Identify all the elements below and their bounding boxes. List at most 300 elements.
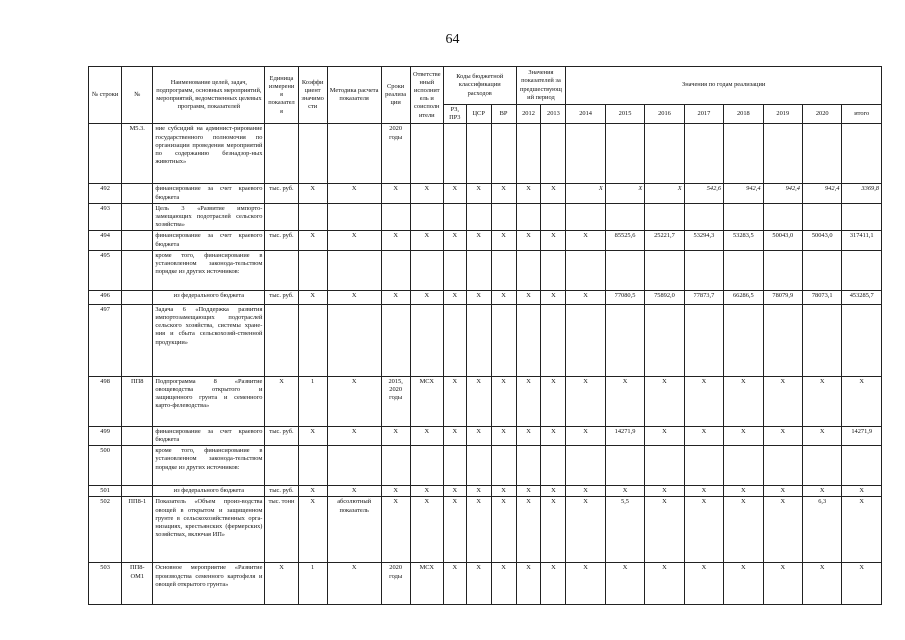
row-coefficient-cell <box>298 203 327 231</box>
row-total-cell: Х <box>842 376 882 426</box>
row-executor-cell: МСХ <box>410 563 443 605</box>
row-total-cell: Х <box>842 486 882 497</box>
row-unit-cell <box>265 250 298 290</box>
row-2017-cell <box>684 446 723 486</box>
row-2012-cell: Х <box>516 426 541 445</box>
row-2017-cell: 77873,7 <box>684 290 723 304</box>
table-row <box>89 290 882 304</box>
row-coefficient-cell: Х <box>298 426 327 445</box>
row-unit-cell <box>265 203 298 231</box>
row-executor-cell: Х <box>410 290 443 304</box>
header-rz: РЗ, ПР3 <box>443 105 466 124</box>
row-csr-cell: Х <box>466 563 491 605</box>
row-2013-cell: Х <box>541 486 566 497</box>
row-vr-cell: Х <box>491 426 516 445</box>
row-2017-cell: 542,6 <box>684 184 723 203</box>
row-2019-cell: Х <box>763 563 802 605</box>
row-name-cell: финансирование за счет краевого бюджета <box>153 184 265 203</box>
row-name-cell: финансирование за счет краевого бюджета <box>153 231 265 250</box>
header-year-2013: 2013 <box>541 105 566 124</box>
row-csr-cell: Х <box>466 486 491 497</box>
row-2013-cell: Х <box>541 426 566 445</box>
row-executor-cell: Х <box>410 231 443 250</box>
row-2015-cell <box>605 124 644 184</box>
row-rz-cell: Х <box>443 486 466 497</box>
row-coefficient-cell <box>298 446 327 486</box>
row-name-cell: финансирование за счет краевого бюджета <box>153 426 265 445</box>
row-2013-cell: Х <box>541 376 566 426</box>
row-2018-cell: Х <box>724 497 763 563</box>
row-2012-cell <box>516 203 541 231</box>
row-rz-cell <box>443 446 466 486</box>
table-row <box>89 231 882 250</box>
row-2017-cell: Х <box>684 486 723 497</box>
row-2015-cell <box>605 203 644 231</box>
row-2015-cell: 85525,6 <box>605 231 644 250</box>
row-2013-cell <box>541 446 566 486</box>
row-number-cell: 498 <box>89 376 122 426</box>
table-row <box>89 124 882 184</box>
table-row <box>89 304 882 376</box>
row-method-cell: Х <box>327 184 381 203</box>
row-coefficient-cell: Х <box>298 231 327 250</box>
row-method-cell <box>327 203 381 231</box>
header-coefficient: Коэффициент значимости <box>298 67 327 124</box>
row-code-cell <box>122 446 153 486</box>
row-csr-cell: Х <box>466 376 491 426</box>
row-name-cell: Основное мероприятие «Развитие производства семенного картофеля и овощей открытого грунта» <box>153 563 265 605</box>
row-coefficient-cell <box>298 304 327 376</box>
row-terms-cell <box>381 304 410 376</box>
row-unit-cell <box>265 304 298 376</box>
row-executor-cell <box>410 446 443 486</box>
row-2015-cell <box>605 304 644 376</box>
row-code-cell <box>122 231 153 250</box>
row-2013-cell: Х <box>541 184 566 203</box>
row-code-cell <box>122 426 153 445</box>
row-total-cell: Х <box>842 563 882 605</box>
header-year-2015: 2015 <box>605 105 644 124</box>
row-unit-cell: тыс. руб. <box>265 426 298 445</box>
row-total-cell <box>842 446 882 486</box>
row-2017-cell <box>684 304 723 376</box>
table-row <box>89 250 882 290</box>
row-2012-cell <box>516 250 541 290</box>
row-2015-cell: Х <box>605 376 644 426</box>
row-code-cell: ПП8-ОМ1 <box>122 563 153 605</box>
row-terms-cell: Х <box>381 290 410 304</box>
row-terms-cell: Х <box>381 231 410 250</box>
row-name-cell: кроме того, финансирование в установленном законода-тельством порядке из других источников: <box>153 446 265 486</box>
row-2019-cell <box>763 446 802 486</box>
row-2019-cell <box>763 304 802 376</box>
row-2018-cell: 942,4 <box>724 184 763 203</box>
table-row <box>89 184 882 203</box>
row-vr-cell: Х <box>491 497 516 563</box>
row-method-cell <box>327 124 381 184</box>
row-2014-cell <box>566 446 605 486</box>
row-2016-cell: Х <box>645 376 684 426</box>
row-2016-cell: Х <box>645 486 684 497</box>
row-2018-cell: Х <box>724 486 763 497</box>
row-method-cell <box>327 446 381 486</box>
header-unit: Единица измерения показателя <box>265 67 298 124</box>
row-2013-cell <box>541 250 566 290</box>
row-2014-cell: Х <box>566 563 605 605</box>
row-terms-cell <box>381 203 410 231</box>
row-csr-cell: Х <box>466 184 491 203</box>
row-2018-cell: Х <box>724 563 763 605</box>
row-2012-cell: Х <box>516 231 541 250</box>
row-executor-cell <box>410 203 443 231</box>
header-previous-values: Значения показателей за предшествующий период <box>516 67 566 105</box>
row-2019-cell <box>763 203 802 231</box>
header-year-values: Значения по годам реализации <box>566 67 882 105</box>
row-code-cell: ПП8 <box>122 376 153 426</box>
row-2018-cell <box>724 203 763 231</box>
row-total-cell: 14271,9 <box>842 426 882 445</box>
row-2013-cell: Х <box>541 231 566 250</box>
row-2015-cell <box>605 446 644 486</box>
header-year-2018: 2018 <box>724 105 763 124</box>
row-code-cell: ПП8-1 <box>122 497 153 563</box>
row-csr-cell <box>466 203 491 231</box>
row-2016-cell: 75892,0 <box>645 290 684 304</box>
table-header <box>89 67 882 124</box>
header-terms: Сроки реализации <box>381 67 410 124</box>
row-2018-cell: Х <box>724 376 763 426</box>
row-terms-cell: Х <box>381 184 410 203</box>
row-rz-cell <box>443 203 466 231</box>
row-method-cell: Х <box>327 426 381 445</box>
row-2020-cell: 942,4 <box>802 184 841 203</box>
row-executor-cell: МСХ <box>410 376 443 426</box>
row-total-cell: 317411,1 <box>842 231 882 250</box>
row-2017-cell: Х <box>684 497 723 563</box>
row-2020-cell <box>802 304 841 376</box>
row-unit-cell: Х <box>265 376 298 426</box>
row-2017-cell: Х <box>684 376 723 426</box>
row-2018-cell <box>724 124 763 184</box>
row-2013-cell: Х <box>541 290 566 304</box>
row-2016-cell: Х <box>645 497 684 563</box>
row-method-cell <box>327 304 381 376</box>
row-terms-cell: Х <box>381 426 410 445</box>
row-2019-cell: Х <box>763 376 802 426</box>
row-rz-cell <box>443 304 466 376</box>
row-2012-cell <box>516 304 541 376</box>
row-2014-cell: Х <box>566 376 605 426</box>
row-rz-cell: Х <box>443 290 466 304</box>
table-row <box>89 563 882 605</box>
row-coefficient-cell: Х <box>298 290 327 304</box>
row-vr-cell: Х <box>491 184 516 203</box>
row-vr-cell: Х <box>491 563 516 605</box>
row-csr-cell: Х <box>466 497 491 563</box>
row-name-cell: Подпрограмма 8 «Развитие овощеводства открытого и защищенного грунта и семенного карто-фелеводства» <box>153 376 265 426</box>
table-body <box>89 124 882 605</box>
row-2016-cell: Х <box>645 184 684 203</box>
row-rz-cell <box>443 250 466 290</box>
row-terms-cell <box>381 446 410 486</box>
header-csr: ЦСР <box>466 105 491 124</box>
header-year-2014: 2014 <box>566 105 605 124</box>
row-terms-cell: 2020 годы <box>381 563 410 605</box>
row-terms-cell: Х <box>381 486 410 497</box>
row-name-cell: Показатель «Объем произ-водства овощей в открытом и защищенном грунте в сельскохозяйственных орга-низациях, крестьянских (фермерских) хозяйствах, включая ИП» <box>153 497 265 563</box>
row-2015-cell: 77080,5 <box>605 290 644 304</box>
row-2013-cell <box>541 124 566 184</box>
program-indicators-table <box>88 66 882 605</box>
row-2014-cell: Х <box>566 184 605 203</box>
row-2013-cell: Х <box>541 497 566 563</box>
row-2015-cell <box>605 250 644 290</box>
row-executor-cell: Х <box>410 486 443 497</box>
row-2012-cell: Х <box>516 184 541 203</box>
row-2012-cell <box>516 124 541 184</box>
row-2020-cell <box>802 203 841 231</box>
row-number-cell: 493 <box>89 203 122 231</box>
row-2018-cell: 53283,5 <box>724 231 763 250</box>
row-2020-cell <box>802 446 841 486</box>
row-2019-cell: 942,4 <box>763 184 802 203</box>
row-total-cell <box>842 203 882 231</box>
row-2020-cell: 78073,1 <box>802 290 841 304</box>
row-2020-cell <box>802 250 841 290</box>
row-method-cell: Х <box>327 376 381 426</box>
table-row <box>89 203 882 231</box>
row-2014-cell <box>566 203 605 231</box>
row-2018-cell <box>724 446 763 486</box>
row-vr-cell <box>491 304 516 376</box>
row-csr-cell <box>466 446 491 486</box>
row-2020-cell <box>802 124 841 184</box>
row-name-cell: кроме того, финансирование в установленном законода-тельством порядке из других источников: <box>153 250 265 290</box>
row-terms-cell: 2015, 2020 годы <box>381 376 410 426</box>
row-2016-cell: Х <box>645 426 684 445</box>
row-csr-cell <box>466 250 491 290</box>
row-executor-cell: Х <box>410 497 443 563</box>
header-year-2012: 2012 <box>516 105 541 124</box>
row-2020-cell: Х <box>802 563 841 605</box>
row-method-cell <box>327 250 381 290</box>
row-2012-cell: Х <box>516 563 541 605</box>
header-year-2017: 2017 <box>684 105 723 124</box>
row-number-cell: 501 <box>89 486 122 497</box>
row-number-cell: 495 <box>89 250 122 290</box>
row-2012-cell: Х <box>516 486 541 497</box>
row-csr-cell: Х <box>466 231 491 250</box>
row-2017-cell: Х <box>684 426 723 445</box>
row-unit-cell: тыс. руб. <box>265 486 298 497</box>
row-2014-cell <box>566 250 605 290</box>
row-total-cell <box>842 124 882 184</box>
table-row <box>89 376 882 426</box>
row-vr-cell <box>491 250 516 290</box>
row-name-cell: Цель 3 «Развитие импорто-замещающих подотраслей сельского хозяйства» <box>153 203 265 231</box>
row-total-cell: Х <box>842 497 882 563</box>
row-rz-cell: Х <box>443 563 466 605</box>
row-code-cell <box>122 184 153 203</box>
row-method-cell: Х <box>327 486 381 497</box>
row-name-cell: ние субсидий на админист-рирование государственного полномочия по организации проведения мероприятий по содержанию безнадзор-ных животных» <box>153 124 265 184</box>
header-year-2019: 2019 <box>763 105 802 124</box>
row-2019-cell: 78079,9 <box>763 290 802 304</box>
row-executor-cell <box>410 250 443 290</box>
row-method-cell: абсолютный показатель <box>327 497 381 563</box>
row-total-cell <box>842 304 882 376</box>
row-2015-cell: Х <box>605 563 644 605</box>
row-2015-cell: Х <box>605 486 644 497</box>
row-2016-cell <box>645 124 684 184</box>
row-2012-cell <box>516 446 541 486</box>
row-executor-cell: Х <box>410 426 443 445</box>
row-vr-cell: Х <box>491 231 516 250</box>
row-unit-cell <box>265 446 298 486</box>
row-coefficient-cell: 1 <box>298 376 327 426</box>
row-2017-cell: 53294,3 <box>684 231 723 250</box>
row-method-cell: Х <box>327 563 381 605</box>
header-row-number: № строки <box>89 67 122 124</box>
page-number: 64 <box>445 32 460 47</box>
row-vr-cell <box>491 124 516 184</box>
row-method-cell: Х <box>327 231 381 250</box>
row-2012-cell: Х <box>516 290 541 304</box>
row-2014-cell: Х <box>566 231 605 250</box>
row-csr-cell <box>466 304 491 376</box>
row-code-cell <box>122 486 153 497</box>
row-2013-cell: Х <box>541 563 566 605</box>
row-code-cell <box>122 290 153 304</box>
table-row <box>89 446 882 486</box>
row-2015-cell: 5,5 <box>605 497 644 563</box>
header-budget-codes: Коды бюджетной классификации расходов <box>443 67 516 105</box>
row-number-cell <box>89 124 122 184</box>
row-unit-cell: Х <box>265 563 298 605</box>
row-2014-cell <box>566 124 605 184</box>
row-terms-cell: 2020 годы <box>381 124 410 184</box>
row-2019-cell <box>763 250 802 290</box>
row-2016-cell: 25221,7 <box>645 231 684 250</box>
row-code-cell <box>122 304 153 376</box>
row-number-cell: 492 <box>89 184 122 203</box>
row-vr-cell: Х <box>491 376 516 426</box>
row-2018-cell: 66286,5 <box>724 290 763 304</box>
row-method-cell: Х <box>327 290 381 304</box>
header-method: Методика расчета показателя <box>327 67 381 124</box>
row-2020-cell: 6,3 <box>802 497 841 563</box>
row-csr-cell: Х <box>466 426 491 445</box>
row-2015-cell: Х <box>605 184 644 203</box>
row-2019-cell: Х <box>763 497 802 563</box>
row-2012-cell: Х <box>516 376 541 426</box>
row-2017-cell <box>684 250 723 290</box>
row-rz-cell: Х <box>443 231 466 250</box>
row-number-cell: 502 <box>89 497 122 563</box>
row-2019-cell: 50043,0 <box>763 231 802 250</box>
row-unit-cell: тыс. тонн <box>265 497 298 563</box>
row-2017-cell <box>684 203 723 231</box>
row-2017-cell: Х <box>684 563 723 605</box>
row-rz-cell: Х <box>443 426 466 445</box>
row-2019-cell: Х <box>763 486 802 497</box>
row-name-cell: из федерального бюджета <box>153 290 265 304</box>
row-csr-cell <box>466 124 491 184</box>
row-name-cell: Задача 6 «Поддержка развития импортозамещающих подотраслей сельского хозяйства, системы хране-ния и сбыта сельскохозяй-ственной продукции» <box>153 304 265 376</box>
row-number-cell: 499 <box>89 426 122 445</box>
row-2014-cell <box>566 304 605 376</box>
row-total-cell <box>842 250 882 290</box>
row-vr-cell <box>491 203 516 231</box>
row-rz-cell: Х <box>443 376 466 426</box>
row-2019-cell: Х <box>763 426 802 445</box>
row-2013-cell <box>541 203 566 231</box>
row-2019-cell <box>763 124 802 184</box>
row-rz-cell <box>443 124 466 184</box>
row-coefficient-cell: 1 <box>298 563 327 605</box>
header-total: итого <box>842 105 882 124</box>
row-executor-cell <box>410 304 443 376</box>
header-vr: ВР <box>491 105 516 124</box>
row-code-cell: М5.3. <box>122 124 153 184</box>
row-name-cell: из федерального бюджета <box>153 486 265 497</box>
row-2014-cell: Х <box>566 426 605 445</box>
row-rz-cell: Х <box>443 184 466 203</box>
row-total-cell: 453285,7 <box>842 290 882 304</box>
row-coefficient-cell <box>298 124 327 184</box>
row-unit-cell: тыс. руб. <box>265 290 298 304</box>
row-coefficient-cell: Х <box>298 486 327 497</box>
row-2020-cell: Х <box>802 426 841 445</box>
row-rz-cell: Х <box>443 497 466 563</box>
row-code-cell <box>122 203 153 231</box>
row-terms-cell: Х <box>381 497 410 563</box>
row-number-cell: 497 <box>89 304 122 376</box>
row-2016-cell <box>645 250 684 290</box>
header-year-2020: 2020 <box>802 105 841 124</box>
row-code-cell <box>122 250 153 290</box>
row-vr-cell: Х <box>491 290 516 304</box>
row-2014-cell: Х <box>566 497 605 563</box>
row-number-cell: 500 <box>89 446 122 486</box>
row-2018-cell <box>724 250 763 290</box>
row-executor-cell <box>410 124 443 184</box>
row-coefficient-cell: Х <box>298 497 327 563</box>
row-number-cell: 503 <box>89 563 122 605</box>
row-2018-cell <box>724 304 763 376</box>
row-2014-cell: Х <box>566 486 605 497</box>
row-executor-cell: Х <box>410 184 443 203</box>
row-unit-cell: тыс. руб. <box>265 231 298 250</box>
row-2016-cell <box>645 304 684 376</box>
row-2015-cell: 14271,9 <box>605 426 644 445</box>
row-2018-cell: Х <box>724 426 763 445</box>
row-2020-cell: Х <box>802 376 841 426</box>
header-name: Наименование целей, задач, подпрограмм, основных мероприятий, мероприятий, ведомственных целевых программ, показателей <box>153 67 265 124</box>
header-number: № <box>122 67 153 124</box>
row-csr-cell: Х <box>466 290 491 304</box>
row-unit-cell <box>265 124 298 184</box>
table-row <box>89 426 882 445</box>
row-2016-cell <box>645 203 684 231</box>
table-row <box>89 497 882 563</box>
row-vr-cell <box>491 446 516 486</box>
row-coefficient-cell <box>298 250 327 290</box>
header-executor: Ответственный исполнитель и соисполнители <box>410 67 443 124</box>
header-year-2016: 2016 <box>645 105 684 124</box>
row-2016-cell: Х <box>645 563 684 605</box>
row-2020-cell: 50043,0 <box>802 231 841 250</box>
